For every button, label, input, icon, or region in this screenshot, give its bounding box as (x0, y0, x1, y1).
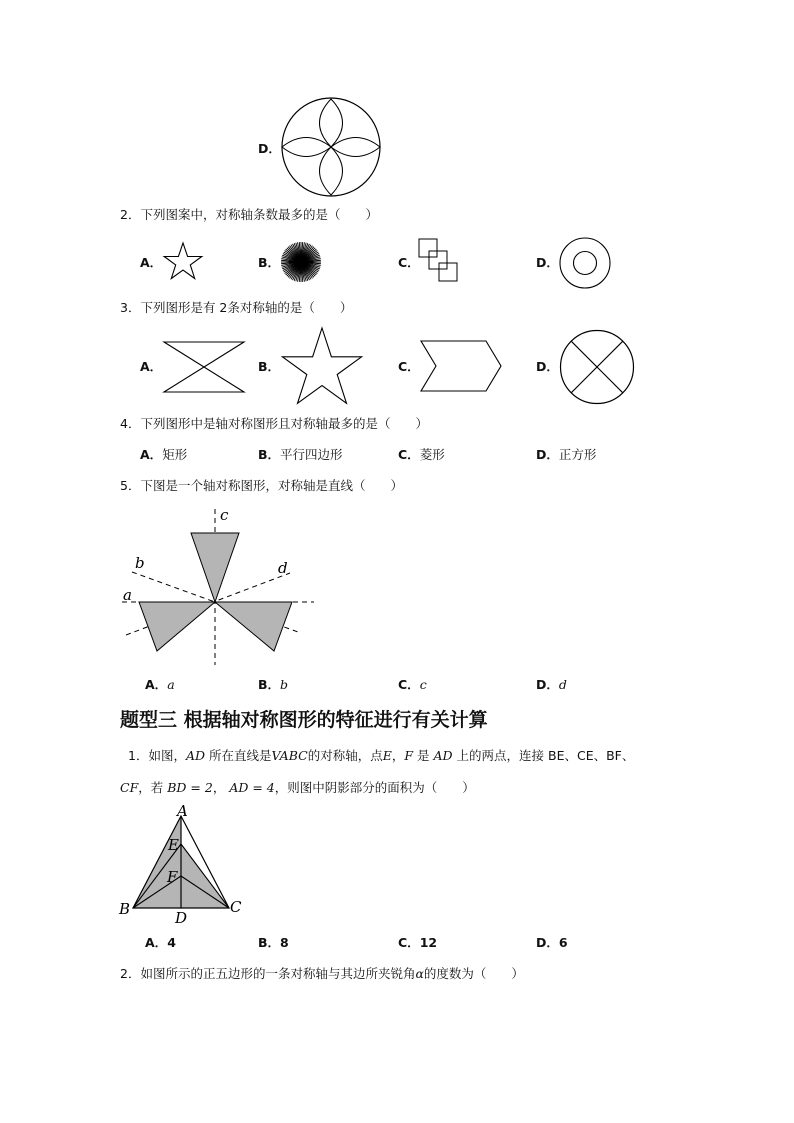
label-c: c (220, 506, 229, 524)
q4-option-a: A．矩形 (140, 447, 188, 462)
q3-option-b: B． (258, 359, 281, 374)
chevron-arrow-icon (420, 340, 502, 392)
q3-option-a: A． (140, 359, 163, 374)
section-q2-text: 2．如图所示的正五边形的一条对称轴与其边所夹锐角α的度数为（ ） (120, 966, 524, 981)
q2-option-b: B． (258, 255, 281, 270)
section-q1-option-b: B．8 (258, 935, 289, 950)
section-q1-option-c: C．12 (398, 935, 438, 950)
q4-option-d: D．正方形 (536, 447, 597, 462)
question-4-text: 4．下列图形中是轴对称图形且对称轴最多的是（ ） (120, 416, 428, 431)
label-b: b (135, 554, 145, 572)
shaded-triangle-top (191, 533, 239, 602)
option-d-label: D． (258, 141, 281, 156)
circle-petals-icon (278, 96, 384, 198)
circle-cross-icon (559, 329, 635, 405)
point-e-label: E (168, 836, 179, 854)
q2-option-a: A． (140, 255, 163, 270)
pinwheel-symmetry-figure (120, 505, 320, 667)
label-a: a (123, 586, 132, 604)
starburst-icon (279, 240, 323, 284)
q5-option-b: B．b (258, 677, 289, 692)
point-c-label: C (230, 898, 242, 916)
q4-option-c: C．菱形 (398, 447, 445, 462)
overlapping-squares-icon (418, 238, 462, 286)
shaded-triangle-right (215, 602, 292, 651)
section-q1-option-d: D．6 (536, 935, 568, 950)
point-f-label: F (167, 868, 178, 886)
section-q1-line2: CF，若 BD = 2， AD = 4，则图中阴影部分的面积为（ ） (120, 780, 475, 795)
q5-option-d: D．d (536, 677, 567, 692)
q3-option-c: C． (398, 359, 420, 374)
label-d: d (278, 559, 288, 577)
question-2-text: 2．下列图案中，对称轴条数最多的是（ ） (120, 207, 378, 222)
hourglass-icon (163, 341, 245, 393)
q3-option-d: D． (536, 359, 559, 374)
section-heading: 题型三 根据轴对称图形的特征进行有关计算 (120, 709, 488, 731)
section-q1-line1: 1．如图，AD 所在直线是VABC的对称轴，点E，F 是 AD 上的两点，连接 BE、CE、BF、 (128, 748, 635, 763)
point-a-label: A (177, 802, 188, 820)
section-q1-option-a: A．4 (145, 935, 176, 950)
question-3-text: 3．下列图形是有 2条对称轴的是（ ） (120, 300, 353, 315)
q5-option-a: A．a (145, 677, 175, 692)
q4-option-b: B．平行四边形 (258, 447, 343, 462)
q5-option-c: C．c (398, 677, 427, 692)
star-icon (163, 241, 203, 281)
q2-option-c: C． (398, 255, 420, 270)
concentric-circles-icon (558, 236, 612, 290)
shaded-triangle-left (139, 602, 215, 651)
point-d-label: D (175, 909, 188, 927)
question-5-text: 5．下图是一个轴对称图形，对称轴是直线（ ） (120, 478, 403, 493)
star-outline-icon (281, 327, 363, 405)
triangle-abc-figure (116, 804, 248, 928)
q2-option-d: D． (536, 255, 559, 270)
point-b-label: B (119, 900, 131, 918)
